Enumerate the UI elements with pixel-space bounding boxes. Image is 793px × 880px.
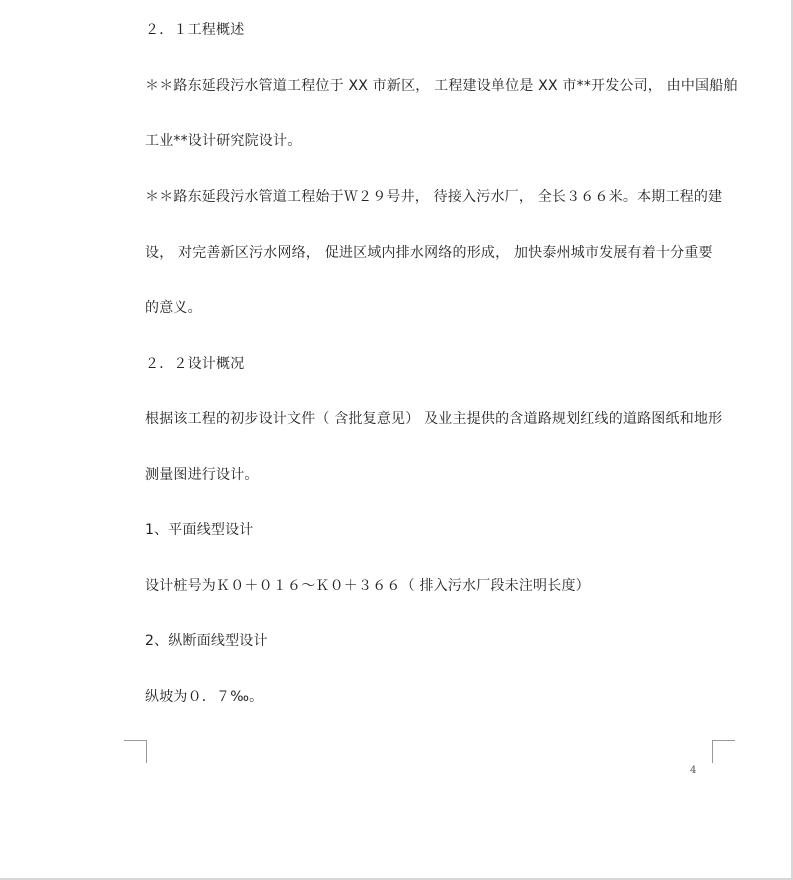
page-corner-marker-right xyxy=(712,740,735,763)
paragraph-line: 设， 对完善新区污水网络， 促进区域内排水网络的形成， 加快泰州城市发展有着十分重要 xyxy=(145,245,713,261)
page-corner-marker-left xyxy=(124,740,147,763)
paragraph-line: 工业**设计研究院设计。 xyxy=(145,133,302,149)
page-number: 4 xyxy=(690,765,697,776)
paragraph-line: 根据该工程的初步设计文件（ 含批复意见） 及业主提供的含道路规划红线的道路图纸和地形 xyxy=(145,411,723,427)
paragraph-line: 设计桩号为Ｋ０＋０１６～Ｋ０＋３６６（ 排入污水厂段未注明长度） xyxy=(145,578,590,594)
subheading-plan-alignment: 1、平面线型设计 xyxy=(145,522,254,538)
subheading-profile-alignment: 2、纵断面线型设计 xyxy=(145,633,268,649)
paragraph-line: 纵坡为０．７‰。 xyxy=(145,689,264,705)
paragraph-line: ＊＊路东延段污水管道工程位于 XX 市新区， 工程建设单位是 XX 市**开发公司， 由中国船舶 xyxy=(145,78,738,94)
paragraph-line: ＊＊路东延段污水管道工程始于Ｗ２９号井， 待接入污水厂， 全长３６６米。本期工程的建 xyxy=(145,189,723,205)
paragraph-line: 测量图进行设计。 xyxy=(145,467,259,483)
section-heading-2-1: ２．１工程概述 xyxy=(145,22,245,38)
section-heading-2-2: ２．２设计概况 xyxy=(145,356,245,372)
paragraph-line: 的意义。 xyxy=(145,300,202,316)
